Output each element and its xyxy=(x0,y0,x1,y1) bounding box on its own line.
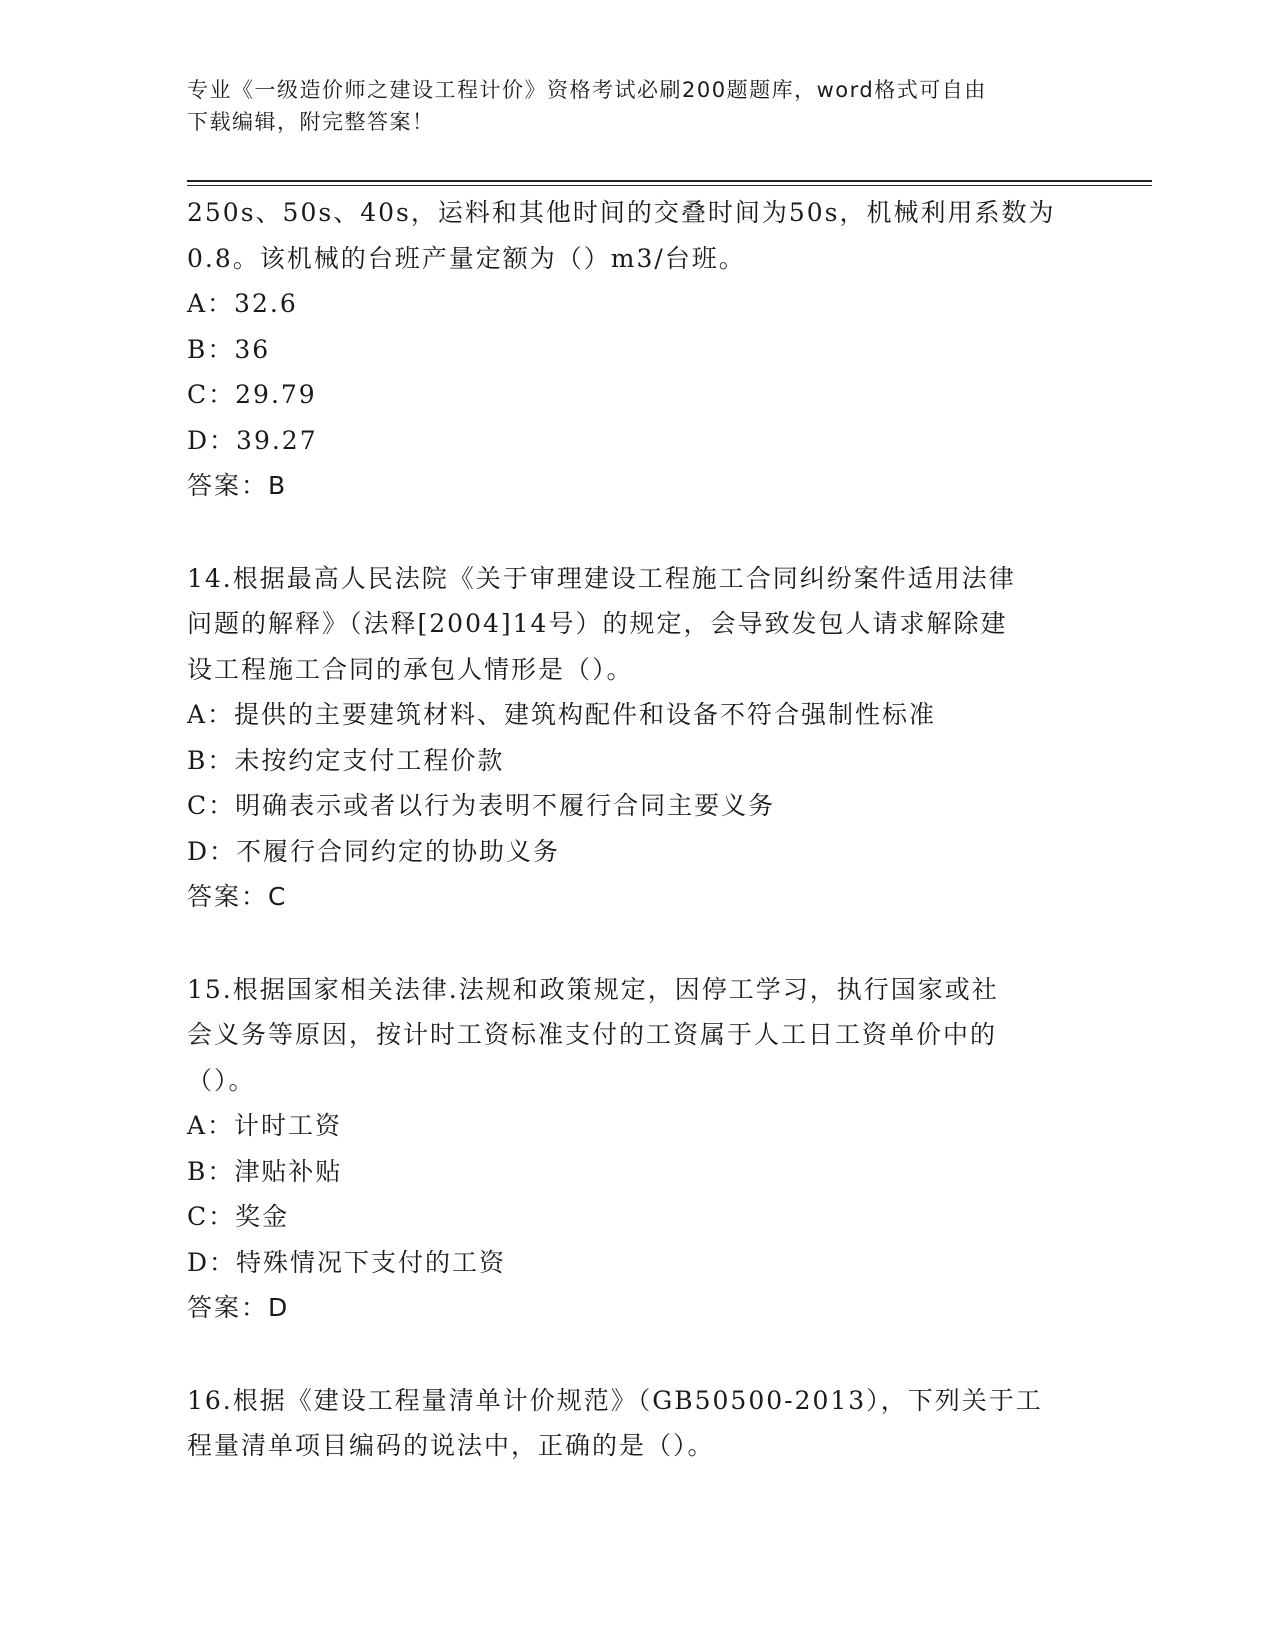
question-stem: （）。 xyxy=(187,1065,256,1095)
question-stem: 250s、50s、40s，运料和其他时间的交叠时间为50s，机械利用系数为 xyxy=(187,198,1056,227)
question-stem: 问题的解释》（法释[2004]14号）的规定，会导致发包人请求解除建 xyxy=(187,609,1008,638)
option-c: C：明确表示或者以行为表明不履行合同主要义务 xyxy=(187,791,776,820)
option-a: A：32.6 xyxy=(187,289,298,318)
question-stem: 15.根据国家相关法律.法规和政策规定，因停工学习，执行国家或社 xyxy=(187,974,999,1004)
question-stem: 程量清单项目编码的说法中，正确的是（）。 xyxy=(187,1431,715,1460)
option-c: C：奖金 xyxy=(187,1202,290,1231)
spacer xyxy=(187,1331,1087,1378)
option-c: C：29.79 xyxy=(187,380,317,409)
option-b: B：津贴补贴 xyxy=(187,1156,343,1186)
question-15 xyxy=(187,967,1087,1331)
option-a: A：提供的主要建筑材料、建筑构配件和设备不符合强制性标准 xyxy=(187,700,937,729)
header-line-2: 下载编辑，附完整答案！ xyxy=(187,110,435,134)
option-d: D：39.27 xyxy=(187,425,318,455)
answer: 答案：C xyxy=(187,882,288,911)
document-header xyxy=(187,74,1067,138)
question-14 xyxy=(187,556,1087,920)
spacer xyxy=(187,509,1087,556)
question-16 xyxy=(187,1378,1087,1469)
option-d: D：不履行合同约定的协助义务 xyxy=(187,836,561,866)
option-d: D：特殊情况下支付的工资 xyxy=(187,1247,507,1277)
question-stem: 16.根据《建设工程量清单计价规范》（GB50500-2013），下列关于工 xyxy=(187,1385,1043,1415)
question-stem: 会义务等原因，按计时工资标准支付的工资属于人工日工资单价中的 xyxy=(187,1020,998,1049)
option-a: A：计时工资 xyxy=(187,1111,343,1140)
question-list xyxy=(187,190,1087,1469)
option-b: B：未按约定支付工程价款 xyxy=(187,745,505,775)
header-line-1: 专业《一级造价师之建设工程计价》资格考试必刷200题题库，word格式可自由 xyxy=(187,78,987,102)
header-rule-thick xyxy=(187,180,1152,182)
spacer xyxy=(187,920,1087,967)
question-stem: 0.8。该机械的台班产量定额为（）m3/台班。 xyxy=(187,243,746,273)
question-stem: 14.根据最高人民法院《关于审理建设工程施工合同纠纷案件适用法律 xyxy=(187,563,1016,593)
question-13 xyxy=(187,190,1087,509)
header-rule-thin xyxy=(187,185,1152,186)
question-stem: 设工程施工合同的承包人情形是（）。 xyxy=(187,654,634,684)
answer: 答案：D xyxy=(187,1293,290,1322)
answer: 答案：B xyxy=(187,471,288,500)
option-b: B：36 xyxy=(187,334,271,364)
